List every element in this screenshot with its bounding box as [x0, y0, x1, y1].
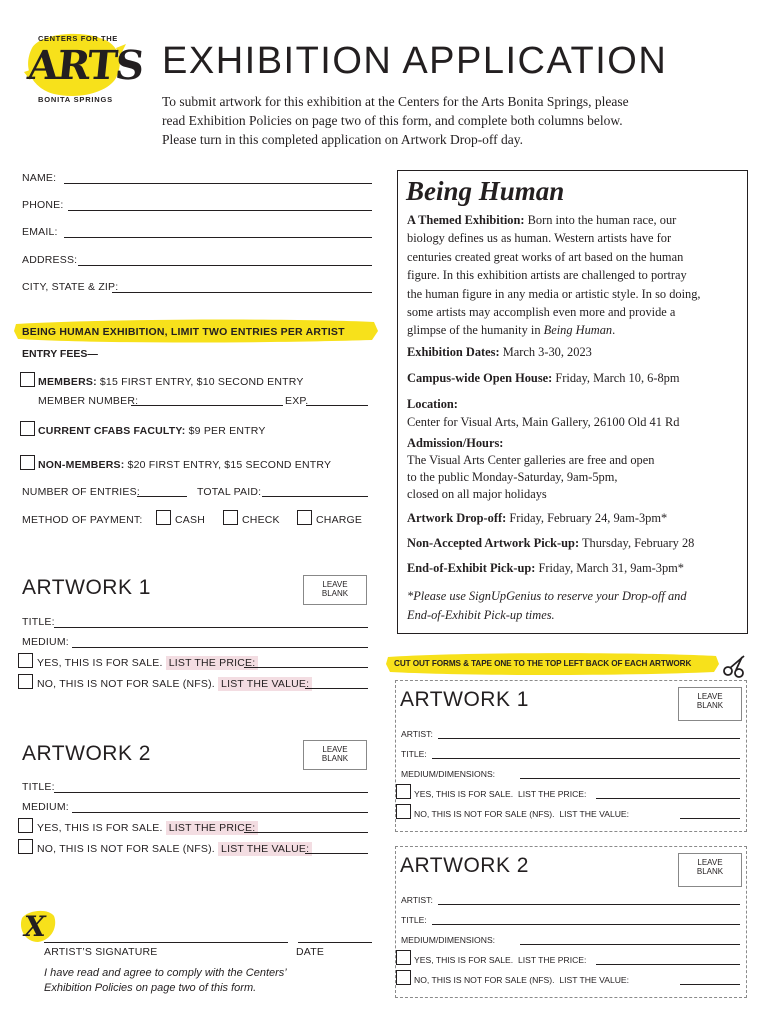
themed-description: A Themed Exhibition: Born into the human race, our biology defines us as human. Western artists have for centuries created great works of art based on the human figure. In this exhibition artists are challenged to portray the human figure in any media or artistic style. In so doing, some artists may accomplish even more and provide a glimpse of the humanity in Being Human. [407, 211, 743, 340]
nonaccepted-value: Thursday, February 28 [581, 536, 695, 550]
left-artwork-2-sale-label: YES, THIS IS FOR SALE. [37, 822, 163, 834]
check-label: CHECK [242, 514, 280, 526]
members-checkbox[interactable] [20, 372, 35, 387]
phone-field[interactable] [68, 210, 372, 211]
left-artwork-2-sale-checkbox[interactable] [18, 818, 33, 833]
right-artwork-2-title-field[interactable] [432, 924, 740, 925]
left-artwork-2-value-highlight: LIST THE VALUE: [218, 842, 312, 856]
left-artwork-1-leave-blank: LEAVE BLANK [303, 575, 367, 605]
logo [20, 28, 145, 106]
logo-top-text: CENTERS FOR THE [38, 34, 118, 43]
members-rest: $15 FIRST ENTRY, $10 SECOND ENTRY [99, 376, 304, 388]
left-artwork-2-title-label: TITLE: [22, 781, 55, 793]
signature-note-line-1: I have read and agree to comply with the Centers’ [44, 967, 287, 979]
location-bold: Location: [407, 397, 458, 411]
left-artwork-2-nfs-text [37, 843, 312, 855]
left-artwork-1-price-field[interactable] [244, 667, 368, 668]
right-artwork-2-sale-checkbox[interactable] [396, 950, 411, 965]
nonmembers-rest: $20 FIRST ENTRY, $15 SECOND ENTRY [127, 459, 332, 471]
right-artwork-2-medium-label: MEDIUM/DIMENSIONS: [401, 935, 496, 945]
faculty-text [38, 425, 266, 437]
right-artwork-1-medium-label: MEDIUM/DIMENSIONS: [401, 769, 496, 779]
dates-value: March 3-30, 2023 [502, 345, 592, 359]
nonaccepted-bold: Non-Accepted Artwork Pick-up: [407, 536, 580, 550]
right-artwork-1-price-field[interactable] [596, 798, 740, 799]
signup-note-line-1: *Please use SignUpGenius to reserve your Drop-off and [407, 589, 687, 603]
nonmembers-bold: NON-MEMBERS: [38, 459, 125, 471]
signature-field[interactable] [44, 942, 288, 943]
right-artwork-1-sale-label: YES, THIS IS FOR SALE. LIST THE PRICE: [414, 789, 587, 799]
member-number-field[interactable] [131, 405, 283, 406]
admission-line-2: to the public Monday-Saturday, 9am-5pm, [407, 470, 618, 484]
left-artwork-1-value-highlight: LIST THE VALUE: [218, 677, 312, 691]
themed-line-7: glimpse of the humanity in [407, 323, 541, 338]
member-number-label: MEMBER NUMBER: [38, 395, 139, 407]
right-artwork-1-artist-field[interactable] [438, 738, 740, 739]
open-house [407, 371, 680, 386]
left-artwork-2-nfs-checkbox[interactable] [18, 839, 33, 854]
themed-line-1: Born into the human race, our [527, 213, 677, 227]
right-artwork-2-nfs-checkbox[interactable] [396, 970, 411, 985]
left-artwork-2-nfs-label: NO, THIS IS NOT FOR SALE (NFS). [37, 843, 215, 855]
signature-note [44, 966, 287, 996]
right-artwork-1-title-label: TITLE: [401, 749, 427, 759]
cash-checkbox[interactable] [156, 510, 171, 525]
admission-line-1: The Visual Arts Center galleries are free and open [407, 453, 655, 467]
end-value: Friday, March 31, 9am-3pm* [538, 561, 684, 575]
left-artwork-1-nfs-text [37, 678, 312, 690]
nonaccepted-pickup [407, 536, 694, 551]
cash-label: CASH [175, 514, 205, 526]
left-artwork-2-price-highlight: LIST THE PRICE: [166, 821, 259, 835]
right-artwork-2-medium-field[interactable] [520, 944, 740, 945]
signup-note [407, 587, 687, 624]
left-artwork-2-medium-label: MEDIUM: [22, 801, 69, 813]
left-artwork-1-title-field[interactable] [54, 627, 368, 628]
scissors-icon [722, 654, 748, 678]
location [407, 395, 680, 431]
faculty-bold: CURRENT CFABS FACULTY: [38, 425, 186, 437]
signature-note-line-2: Exhibition Policies on page two of this form. [44, 982, 257, 994]
left-artwork-1-title-label: TITLE: [22, 616, 55, 628]
right-artwork-2-artist-field[interactable] [438, 904, 740, 905]
end-bold: End-of-Exhibit Pick-up: [407, 561, 536, 575]
charge-checkbox[interactable] [297, 510, 312, 525]
num-entries-field[interactable] [137, 496, 187, 497]
phone-label: PHONE: [22, 199, 64, 211]
cutout-banner-text: CUT OUT FORMS & TAPE ONE TO THE TOP LEFT BACK OF EACH ARTWORK [394, 659, 692, 668]
themed-line-2: biology defines us as human. Western artists have for [407, 231, 672, 246]
right-artwork-2-nfs-label: NO, THIS IS NOT FOR SALE (NFS). LIST THE VALUE: [414, 975, 630, 985]
right-artwork-1-sale-checkbox[interactable] [396, 784, 411, 799]
right-artwork-1-nfs-label: NO, THIS IS NOT FOR SALE (NFS). LIST THE VALUE: [414, 809, 630, 819]
right-artwork-1-title-field[interactable] [432, 758, 740, 759]
check-checkbox[interactable] [223, 510, 238, 525]
left-artwork-1-nfs-label: NO, THIS IS NOT FOR SALE (NFS). [37, 678, 215, 690]
right-artwork-1-medium-field[interactable] [520, 778, 740, 779]
signature-label: ARTIST’S SIGNATURE [44, 946, 158, 958]
left-artwork-2-title-field[interactable] [54, 792, 368, 793]
address-field[interactable] [78, 265, 372, 266]
page-title: EXHIBITION APPLICATION [162, 40, 668, 82]
address-label: ADDRESS: [22, 254, 78, 266]
faculty-rest: $9 PER ENTRY [188, 425, 266, 437]
charge-label: CHARGE [316, 514, 363, 526]
city-label: CITY, STATE & ZIP: [22, 281, 119, 293]
city-field[interactable] [112, 292, 372, 293]
name-label: NAME: [22, 172, 57, 184]
email-field[interactable] [64, 237, 372, 238]
right-artwork-1-value-field[interactable] [680, 818, 740, 819]
dropoff-value: Friday, February 24, 9am-3pm* [509, 511, 668, 525]
left-artwork-2-medium-field[interactable] [72, 812, 368, 813]
themed-italic: Being Human [543, 323, 613, 338]
intro-line-3: Please turn in this completed application on Artwork Drop-off day. [162, 132, 524, 147]
left-artwork-2-price-field[interactable] [244, 832, 368, 833]
left-artwork-2-title: ARTWORK 2 [22, 742, 151, 765]
exhibition-title: Being Human [406, 176, 565, 206]
left-artwork-1-value-field[interactable] [305, 688, 368, 689]
left-artwork-1-sale-text [37, 657, 258, 669]
themed-bold: A Themed Exhibition: [407, 213, 525, 227]
total-paid-field[interactable] [262, 496, 368, 497]
themed-line-5: the human figure in any media or artistic style. In so doing, [407, 286, 701, 301]
themed-line-6: some artists may accomplish even more and provide a [407, 305, 676, 320]
themed-line-4: figure. In this exhibition artists are challenged to portray [407, 268, 687, 283]
signup-note-line-2: End-of-Exhibit Pick-up times. [407, 607, 555, 622]
dropoff-bold: Artwork Drop-off: [407, 511, 507, 525]
open-value: Friday, March 10, 6-8pm [555, 371, 680, 385]
left-artwork-2-leave-blank: LEAVE BLANK [303, 740, 367, 770]
logo-main-text: ARTS [25, 42, 145, 89]
left-artwork-1-title: ARTWORK 1 [22, 576, 151, 599]
nonmembers-checkbox[interactable] [20, 455, 35, 470]
open-bold: Campus-wide Open House: [407, 371, 553, 385]
exp-field[interactable] [306, 405, 368, 406]
left-artwork-1-medium-field[interactable] [72, 647, 368, 648]
date-label: DATE [296, 946, 325, 958]
right-artwork-1-artist-label: ARTIST: [401, 729, 433, 739]
name-field[interactable] [64, 183, 372, 184]
intro-text [162, 92, 629, 149]
end-pickup [407, 561, 684, 576]
members-text [38, 376, 304, 388]
date-field[interactable] [298, 942, 372, 943]
intro-line-1: To submit artwork for this exhibition at the Centers for the Arts Bonita Springs, please [162, 94, 629, 109]
admission-hours [407, 435, 654, 503]
left-artwork-1-nfs-checkbox[interactable] [18, 674, 33, 689]
total-paid-label: TOTAL PAID: [197, 486, 262, 498]
intro-line-2: read Exhibition Policies on page two of this form, and complete both columns below. [162, 113, 623, 128]
right-artwork-2-price-field[interactable] [596, 964, 740, 965]
right-artwork-2-value-field[interactable] [680, 984, 740, 985]
email-label: EMAIL: [22, 226, 58, 238]
right-artwork-1-title: ARTWORK 1 [400, 688, 529, 711]
entry-fees-label: ENTRY FEES— [22, 348, 98, 360]
admission-bold: Admission/Hours: [407, 436, 504, 450]
payment-method-label: METHOD OF PAYMENT: [22, 514, 143, 526]
dates-bold: Exhibition Dates: [407, 345, 500, 359]
left-artwork-2-sale-text [37, 822, 258, 834]
right-artwork-2-sale-label: YES, THIS IS FOR SALE. LIST THE PRICE: [414, 955, 587, 965]
signature-x-mark: X [24, 910, 46, 943]
logo-bottom-text: BONITA SPRINGS [38, 95, 113, 104]
left-artwork-1-medium-label: MEDIUM: [22, 636, 69, 648]
location-value: Center for Visual Arts, Main Gallery, 26100 Old 41 Rd [407, 415, 680, 429]
right-artwork-2-artist-label: ARTIST: [401, 895, 433, 905]
right-artwork-2-title-label: TITLE: [401, 915, 427, 925]
right-artwork-1-leave-blank: LEAVE BLANK [678, 687, 742, 721]
admission-line-3: closed on all major holidays [407, 487, 547, 501]
right-artwork-2-title: ARTWORK 2 [400, 854, 529, 877]
left-artwork-1-price-highlight: LIST THE PRICE: [166, 656, 259, 670]
num-entries-label: NUMBER OF ENTRIES: [22, 486, 140, 498]
right-artwork-2-leave-blank: LEAVE BLANK [678, 853, 742, 887]
members-bold: MEMBERS: [38, 376, 97, 388]
left-artwork-1-sale-label: YES, THIS IS FOR SALE. [37, 657, 163, 669]
faculty-checkbox[interactable] [20, 421, 35, 436]
nonmembers-text [38, 459, 331, 471]
right-artwork-1-nfs-checkbox[interactable] [396, 804, 411, 819]
themed-line-3: centuries created great works of art based on the human [407, 249, 684, 264]
artwork-dropoff [407, 511, 667, 526]
entry-banner-text: BEING HUMAN EXHIBITION, LIMIT TWO ENTRIES PER ARTIST [22, 326, 345, 338]
exp-label: EXP. [285, 395, 309, 407]
exhibition-dates [407, 345, 592, 360]
left-artwork-1-sale-checkbox[interactable] [18, 653, 33, 668]
left-artwork-2-value-field[interactable] [305, 853, 368, 854]
